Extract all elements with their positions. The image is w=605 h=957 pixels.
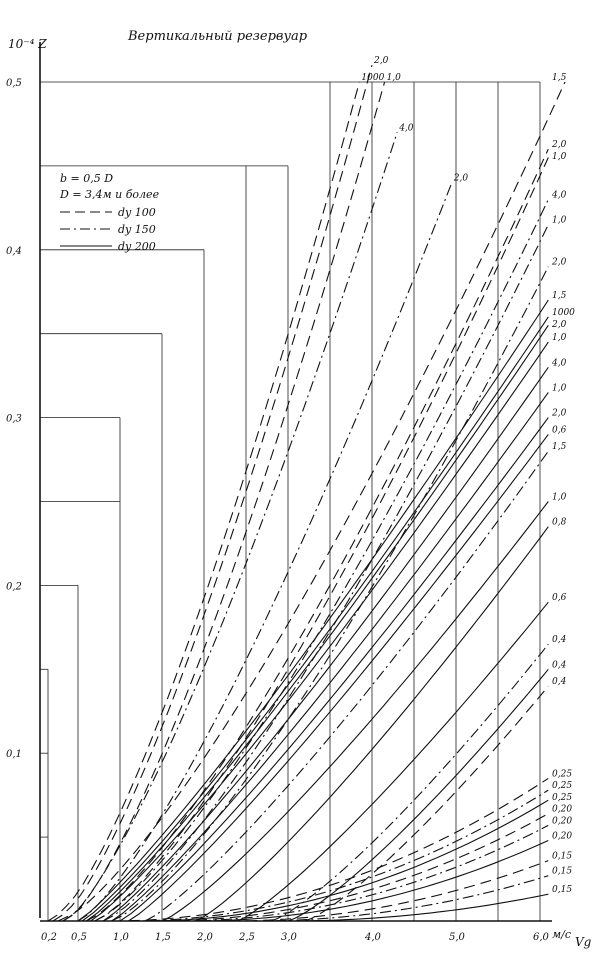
series-line: [86, 149, 548, 921]
series-label: 1,5: [552, 291, 567, 302]
series-label: 1,0: [552, 492, 567, 503]
x-tick-label: 1,0: [113, 932, 129, 943]
series-label: 0,6: [552, 593, 567, 604]
series-line: [103, 225, 548, 921]
series-label: 0,15: [552, 866, 573, 877]
y-tick-label: 0,1: [6, 749, 22, 761]
series-label: 1,5: [552, 442, 567, 453]
legend-label-dy100: dy 100: [118, 206, 156, 219]
axes: [40, 42, 552, 921]
series-label: 1,0: [552, 152, 567, 163]
series-label: 1000: [552, 307, 575, 318]
series-label: 0,25: [552, 769, 573, 780]
series-label: 1,0: [386, 73, 401, 83]
series-label: 0,25: [552, 793, 573, 804]
series-label: 2,0: [453, 173, 469, 184]
y-axis-label: 10⁻⁴ Z: [8, 37, 47, 51]
x-tick-label: 0,2: [41, 932, 57, 943]
series-label: 0,20: [552, 831, 573, 842]
series-line: [271, 644, 548, 921]
series-label: 1,0: [552, 333, 567, 344]
y-tick-label: 0,3: [6, 413, 22, 425]
series-line: [86, 325, 548, 921]
series-label: 2,0: [552, 319, 567, 330]
grid: [40, 82, 540, 921]
x-tick-label: 2,5: [239, 932, 255, 943]
series-line: [95, 200, 549, 922]
series-label: 0,6: [552, 425, 567, 436]
legend-param-d: D = 3,4м и более: [60, 188, 160, 201]
series-label: 2,0: [374, 56, 389, 67]
series-label: 0,25: [552, 781, 573, 792]
series-label: 0,8: [552, 517, 567, 528]
series-label: 1,0: [552, 215, 567, 226]
chart-title: Вертикальный резервуар: [128, 29, 308, 44]
x-tick-label: 0,5: [71, 932, 87, 943]
series-label: 0,4: [552, 635, 567, 646]
series-label: 0,20: [552, 816, 573, 827]
legend-label-dy150: dy 150: [118, 223, 156, 236]
series-label: 4,0: [552, 358, 567, 369]
series-line: [91, 342, 549, 921]
y-tick-label: 0,4: [6, 245, 22, 257]
series-label: 1,5: [552, 73, 567, 83]
x-axis-unit: м/с: [552, 928, 571, 941]
series-label: 2,0: [552, 257, 567, 268]
series-label: 4,0: [552, 190, 567, 201]
legend: [59, 172, 160, 253]
x-tick-label: 2,0: [197, 932, 213, 943]
legend-param-b: b = 0,5 D: [60, 172, 114, 185]
series: [48, 56, 575, 921]
y-tick-label: 0,2: [6, 581, 22, 593]
series-label: 0,4: [552, 660, 567, 671]
series-label: 2,0: [552, 140, 567, 151]
series-label: 0,15: [552, 885, 573, 896]
series-label: 0,15: [552, 851, 573, 862]
legend-label-dy200: dy 200: [118, 240, 156, 253]
x-tick-label: 1,5: [155, 932, 171, 943]
y-tick-label: 0,5: [6, 78, 22, 89]
x-tick-label: 5,0: [449, 932, 465, 943]
x-tick-label: 6,0: [533, 932, 549, 943]
series-line: [78, 300, 548, 921]
series-label: 1,0: [552, 383, 567, 394]
x-tick-label: 3,0: [281, 932, 297, 943]
series-line: [78, 183, 452, 921]
series-label: 2,0: [552, 408, 567, 419]
series-label: 0,20: [552, 804, 573, 815]
series-label: 4,0: [399, 123, 414, 134]
series-line: [145, 451, 548, 921]
series-line: [238, 602, 549, 921]
series-label: 1000: [361, 73, 385, 83]
ticks: [6, 78, 550, 943]
x-tick-label: 4,0: [365, 932, 381, 943]
x-axis-label: Vg: [575, 935, 592, 949]
series-label: 0,4: [552, 677, 567, 688]
